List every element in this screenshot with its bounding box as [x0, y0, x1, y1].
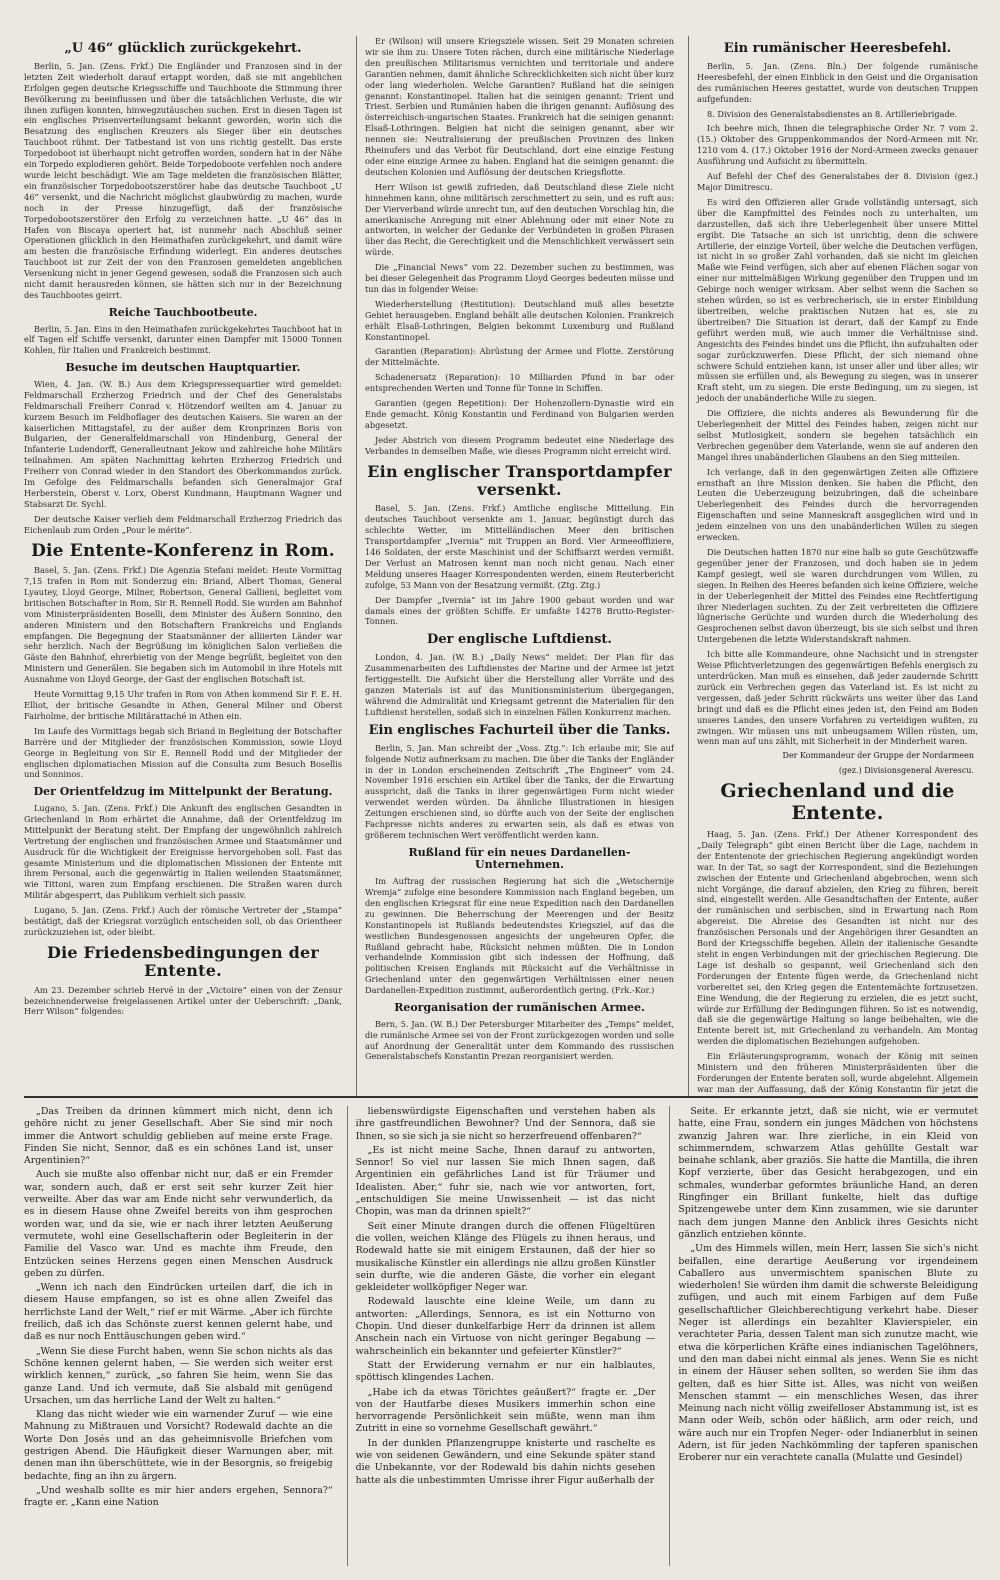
- article-hauptquartier-text-2: Der deutsche Kaiser verlieh dem Feldmarschall Erzherzog Friedrich das Eichenlaub zum Orden „Pour le mérite“.: [24, 513, 342, 535]
- feuilleton-paragraph: „Habe ich da etwas Törichtes geäußert?“ fragte er. „Der von der Hautfarbe dieses Musikers immerhin schon eine hervorragende Persönlichkeit sein müßte, wenn man ihm Zutritt in eine so vornehme Gesellschaft gewährt.“: [355, 1386, 656, 1435]
- feuilleton-paragraph: Seite. Er erkannte jetzt, daß sie nicht, wie er vermutet hatte, eine Frau, sondern ein junges Mädchen von höchstens zwanzig Jahren war. Ihre zierliche, in ein Kleid von schimmerndem, schwarzem Atlas gehüllte Gestalt war beinahe schlank, aber graziös. Sie hatte die Mantilla, die ihren Kopf verzierte, über das Gesicht herabgezogen, und ein schmales, wunderbar geformtes bräunliche Hand, an deren Ringfinger ein Brillant funkelte, hielt das duftige Spitzengewebe unter dem Kinn zusammen, wie sie darunter nach dem jungen Manne den Anblick ihres Gesichts nicht gänzlich entziehen könnte.: [678, 1106, 978, 1240]
- heeresbefehl-signature-1: Der Kommandeur der Gruppe der Nordarmeen: [782, 751, 974, 761]
- article-konferenz-text-2: Heute Vormittag 9,15 Uhr trafen in Rom von Athen kommend Sir F. E. H. Elliot, der britische Gesandte in Athen, General Milner und Oberst Fairholme, der britische Militärattaché in Athen ein.: [24, 689, 342, 721]
- article-griechenland-text-2: Ein Erläuterungsprogramm, wonach der König mit seinen Ministern und den früheren Ministerpräsidenten über die Forderungen der Entente beraten soll, wurde abgelehnt. Allgemein war man der Auffassung, daß der König Konstantin für jetzt die: [697, 1051, 978, 1094]
- feuilleton-paragraph: Seit einer Minute drangen durch die offenen Flügeltüren die vollen, weichen Klänge des Flügels zu ihnen heraus, und Rodewald hatte sie mit einigem Erstaunen, daß der hier so musikalische Künstler ein allerdings nie allzu großen Künstler sein durfte, wie die anderen Gäste, die vorher ein elegant gekleideter wollköpfiger Neger war.: [355, 1220, 656, 1294]
- feuilleton-paragraph: „Um des Himmels willen, mein Herr, lassen Sie sich's nicht beifallen, eine derartige Aeußerung vor irgendeinem Caballero aus unvermischtem spanischen Blute zu wiederholen! Sie würden ihm damit die schwerste Beleidigung zufügen, und auch mit einem Farbigen auf dem Fuße gesellschaftlicher Gleichberechtigung verkehrt habe. Dieser Neger ist allerdings ein bezahlter Klavierspieler, ein verachteter Paria, dessen Talent man sich zunutze macht, wie etwa die körperlichen Kräfte eines indianischen Tagelöhners, und den man dabei nicht einmal als jenes. Wenn Sie es nicht in einem der Häuser sehen sollten, so werden Sie ihm das gelten, daß es hier Sitte ist. Alles, was nicht von weißen Menschen stammt — ein menschliches Wesen, das ihrer Meinung nach nicht völlig zweifelloser Abstammung ist, ist es Mann oder Weib, schön oder häßlich, arm oder reich, und wäre auch nur ein Tropfen Neger- oder Indianerblut in seinen Adern, ist für jeden Nachkömmling der tapferen spanischen Eroberer nur ein verachtete canalla (Mulatte und Gesindel): [678, 1243, 978, 1464]
- headline-heeresbefehl: Ein rumänischer Heeresbefehl.: [723, 41, 952, 56]
- article-heeresbefehl-text-7: Ich verlange, daß in den gegenwärtigen Zeiten alle Offiziere ernsthaft an ihre Mission denken. Sie haben die Pflicht, den Leuten die Ueberzeugung beizubringen, daß die scheinbare Ueberlegenheit des Feindes durch die hervorragenden Eigenschaften und seine Manneskraft ausgeglichen wird und in jedem einzelnen von uns den unabänderlichen Willen zu siegen erwecken.: [697, 466, 978, 543]
- column-2: [356, 36, 674, 1096]
- article-transportdampfer-text: Basel, 5. Jan. (Zens. Frkf.) Amtliche englische Mitteilung. Ein deutsches Tauchboot versenkte am 1. Januar, begünstigt durch das schlechte Wetter, im Mittelländischen Meer den britischen Transportdampfer „Ivernia“ mit Truppen an Bord. Vier Armeeoffiziere, 146 Soldaten, der erste Maschinist und der Schiffsarzt werden vermißt. Der Verlust an Matrosen kennt man noch nicht genau. Nach einer Meldung unseres Haager Korrespondenten werden, einem Reuterbericht zufolge, 53 Mann von der Besatzung vermißt. (Ztg. Ztg.): [365, 503, 674, 590]
- article-wilson-text-4: Wiederherstellung (Restitution): Deutschland muß alles besetzte Gebiet herausgeben. England behält alle deutschen Kolonien. Frankreich erhält Elsaß-Lothringen, Belgien bekommt Luxemburg und Rußland Konstantinopel.: [365, 298, 674, 342]
- headline-u46: „U 46“ glücklich zurückgekehrt.: [64, 41, 302, 56]
- feuilleton-column-1: [24, 1106, 333, 1566]
- article-u46-text: Berlin, 5. Jan. (Zens. Frkf.) Die Engländer und Franzosen sind in der letzten Zeit wiederholt darauf ertappt worden, daß sie mit angeblichen Erfolgen gegen deutsche Kriegsschiffe und Tauchboote die Stimmung ihrer Bevölkerung zu beeinflussen und über die tatsächlichen Verluste, die wir ihnen zufügen konnten, hinwegzutäuschen suchen. Erst in diesen Tagen ist ein englisches Prisenverteilungsamt bekannt geworden, worin sich die Besatzung des englischen Kreuzers als Sieger über ein deutsches Tauchboot rühmt. Der Tatbestand ist von uns richtig gestellt. Das erste Torpedoboot ist überhaupt nicht getroffen worden, sondern hat in der Nähe ein Torpedo explodieren gehört. Beide Torpedoboote verfehlen noch andere wurde leicht beschädigt. Wie am Tage meldeten die französischen Blätter, ein französischer Torpedobootszerstörer habe das deutsche Tauchboot „U 46“ versenkt, und die Nachricht möglichst glaubwürdig zu machen, wurde noch in der Presse hinzugefügt, daß der französische Torpedobootszerstörer den Erfolg zu verzeichnen hatte. „U 46“ das in Hafen von Biscaya operiert hat, ist nunmehr nach Abschluß seiner Operationen glücklich in den Heimathafen zurückgekehrt, und damit wäre am besten die französische Erfindung widerlegt. Ein anderes deutsches Tauchboot ist zur Zeit der von den Franzosen gemeldeten angeblichen Versenkung nicht in jener Gegend gewesen, sodaß die Franzosen sich auch nicht damit herausreden können, sie hätten sich nur in der Bezeichnung des Tauchbootes geirrt.: [24, 60, 342, 300]
- article-heeresbefehl-text-6: Die Offiziere, die nichts anderes als Bewunderung für die Ueberlegenheit der Mittel des Feindes haben, zeigen nicht nur selbst Mutlosigkeit, sondern sie begehen tatsächlich ein Verbrechen gegenüber dem Vaterlande, wenn sie auf anderen den Mangel ihres unabänderlichen Glaubens an den Sieg mitteilen.: [697, 408, 978, 462]
- column-1: [24, 36, 342, 1096]
- feuilleton-section: [24, 1096, 978, 1566]
- feuilleton-paragraph: „Das Treiben da drinnen kümmert mich nicht, denn ich gehöre nicht zu jener Gesellschaft. Aber Sie sind mir noch immer die Antwort schuldig geblieben auf meine erste Frage. Finden Sie nicht, Sennor, daß es ein schönes Land ist, unser Argentinien?“: [24, 1106, 333, 1167]
- article-griechenland-text: Haag, 5. Jan. (Zens. Frkf.) Der Athener Korrespondent des „Daily Telegraph“ gibt einen Bericht über die Lage, nachdem in der Ententenote der griechischen Regierung angekündigt worden war. In der Tat, so sagt der Korrespondent, sind die Beziehungen zwischen der Entente und Griechenland abgebrochen, wenn sich nicht Vorgänge, die darauf abzielen, den Krieg zu führen, bereit sind, eingestellt werden. Alle Gesandtschaften der Entente, außer der rumänischen und serbischen, sind in Erwartung nach Rom abgereist. Die Abreise des Gesandten ist nicht nur des französischen Personals und der Angehörigen ihrer Gesandten an Bord der Kriegsschiffe begeben. Allein der italienische Gesandte steht in engen Verbindungen mit der griechischen Regierung. Die Lage ist deshalb so gespannt, weil Griechenland sich den Forderungen der Entente fügen werde, da Griechenland nicht vorbereitet sei, den Krieg gegen die Ententemächte fortzusetzen. Eine Wendung, die der Regierung zu erzielen, die es jetzt sucht, würde zur Erfüllung der Bedingungen führen. So ist es notwendig, daß sie die gegenwärtige Haltung so lange beibehalten, wie die Entente bereit ist, mit Griechenland zu verhandeln. Am Montag werden die diplomatischen Beziehungen aufgehoben.: [697, 829, 978, 1047]
- article-wilson-text-1: Er (Wilson) will unsere Kriegsziele wissen. Seit 29 Monaten schreien wir sie ihm zu: Unsere Toten rächen, durch eine militärische Niederlage den preußischen Militarismus vernichten und territoriale und andere Garantien nehmen, damit ähnliche Schrecklichkeiten sich nicht über kurz oder lang wiederholen. Welche Garantien? Rußland hat die seinigen genannt: Konstantinopel. Italien hat die seinigen genannt: Trient und Triest. Serbien und Rumänien haben die ihrigen genannt: Auflösung des österreichisch-ungarischen Staates. Frankreich hat die seinigen genannt: Elsaß-Lothringen. Belgien hat nicht die seinigen genannt, aber wir nennen sie: Neutralisierung der preußischen Provinzen des linken Rheinufers und das Verbot für Deutschland, dort eine einzige Festung oder eine einzige Armee zu haben. England hat die seinigen genannt: die deutschen Kolonien und Auflösung der deutschen Kriegsflotte.: [365, 36, 674, 177]
- article-wilson-text-6: Schadenersatz (Reparation): 10 Milliarden Pfund in bar oder entsprechenden Werten und Tonne für Tonne in Schiffen.: [365, 372, 674, 394]
- headline-luftdienst: Der englische Luftdienst.: [427, 632, 612, 648]
- feuilleton-column-2: [347, 1106, 656, 1566]
- headline-tauchbootbeute: Reiche Tauchbootbeute.: [108, 305, 258, 319]
- article-wilson-text-5: Garantien (Reparation): Abrüstung der Armee und Flotte. Zerstörung der Mittelmächte.: [365, 346, 674, 368]
- article-wilson-text-3: Die „Financial News“ vom 22. Dezember suchen zu bestimmen, was bei dieser Gelegenheit das Programm Lloyd Georges bedeuten müsse und tun das in folgender Weise:: [365, 262, 674, 294]
- headline-dardanellen: Rußland für ein neues Dardanellen-Unternehmen.: [408, 845, 631, 872]
- article-konferenz-text-3: Im Laufe des Vormittags begab sich Briand in Begleitung der Botschafter Barrère und der Mitglieder der französischen Kommission, sowie Lloyd George in Begleitung von Sir E. Rennell Rodd und der Mitglieder der englischen diplomatischen Mission auf die Consulta zum Besuch Bosellis und Sonninos.: [24, 725, 342, 780]
- article-konferenz-text: Basel, 5. Jan. (Zens. Frkf.) Die Agenzia Stefani meldet: Heute Vormittag 7,15 trafen in Rom mit Sonderzug ein: Briand, Albert Thomas, General Lyautey, Lloyd George, Milner, Robertson, General Gallieni, begleitet vom britischen Botschafter in Rom, Sir R. Rennell Rodd. Sie wurden am Bahnhof vom Ministerpräsidenten Boselli, dem Minister des Äußern Sonnino, den anderen Ministern und den Botschaftern Frankreichs und Englands empfangen. Die Begegnung der Staatsmänner der alliierten Länder war sehr herzlich. Nach der Begrüßung im königlichen Salon verließen die Gäste den Bahnhof, ehrerbietig von der Menge begrüßt, begleitet von den Ministern und Generälen. Sie begaben sich im Automobil in ihre Hotels mit Ausnahme von Lloyd George, der Gast der englischen Botschaft ist.: [24, 565, 342, 685]
- article-wilson-text-2: Herr Wilson ist gewiß zufrieden, daß Deutschland diese Ziele nicht hinnehmen kann, ohne militärisch zerschmettert zu sein, und es ruft aus: Der Vierverband würde unrecht tun, auf den deutschen Vorschlag hin, die amerikanische Anregung mit einer Ablehnung oder mit einer Note zu antworten, in welcher der Gedanke der Verbündeten in großen Phrasen über das Recht, die Gerechtigkeit und die Menschlichkeit verwässert sein würde.: [365, 181, 674, 258]
- headline-entente-konferenz: Die Entente-Konferenz in Rom.: [31, 540, 335, 561]
- article-tauchbootbeute-text: Berlin, 5. Jan. Eins in den Heimathafen zurückgekehrtes Tauchboot hat in elf Tagen elf Schiffe versenkt, darunter einen Dampfer mit 15000 Tonnen Kohlen, für Italien und Frankreich bestimmt.: [24, 323, 342, 356]
- headline-orientfeldzug: Der Orientfeldzug im Mittelpunkt der Beratung.: [33, 785, 333, 799]
- feuilleton-paragraph: liebenswürdigste Eigenschaften und verstehen haben als ihre gastfreundlichen Bewohner? Und der Sennora, daß sie Ihnen, so sie sich ja sie nicht so herzerfreuend offenbaren?“: [355, 1106, 656, 1142]
- article-friedensbedingungen-text: Am 23. Dezember schrieb Hervé in der „Victoire“ einen von der Zensur bezeichnenderweise freigelassenen Artikel unter der Ueberschrift: „Dank, Herr Wilson“ folgendes:: [24, 984, 342, 1017]
- feuilleton-paragraph: „Wenn Sie diese Furcht haben, wenn Sie schon nichts als das Schöne kennen gelernt haben, — Sie werden sich weiter erst wirklich kennen,“ zurück, „so fahren Sie heim, wenn Sie das ganze Land. Und ich vermute, daß Sie alsbald mit genügend Ursachen, um das herrliche Land der Welt zu halten.“: [24, 1345, 333, 1406]
- article-heeresbefehl-text-9: Ich bitte alle Kommandeure, ohne Nachsicht und in strengster Weise Pflichtverletzungen des gegenwärtigen Befehls energisch zu unterdrücken. Man muß es einsehen, daß jeder zaudernde Schritt zurück ein Verbrechen gegen das Vaterland ist. Es ist nicht zu vergessen, daß jeder Schritt rückwärts uns weiter über das Land bringt und daß es die Pflicht eines jeden ist, den Feind am Boden unseres Landes, den unsere Vorfahren zu verteidigen wußten, zu zwingen. Wir müssen uns mit unbeugsamem Willen rüsten, um, wenn man auf uns zählt, mit Sicherheit in der Minderheit waren.: [697, 649, 978, 747]
- headline-hauptquartier: Besuche im deutschen Hauptquartier.: [65, 361, 301, 375]
- headline-friedensbedingungen: Die Friedensbedingungen der Entente.: [47, 942, 319, 981]
- headline-transportdampfer: Ein englischer Transportdampfer versenkt.: [367, 461, 672, 500]
- article-heeresbefehl-text-1: Berlin, 5. Jan. (Zens. Bln.) Der folgende rumänische Heeresbefehl, der einen Einblick in den Geist und die Organisation des rumänischen Heeres gestattet, wurde von deutschen Truppen aufgefunden:: [697, 60, 978, 104]
- article-wilson-text-7: Garantien (gegen Repetition): Der Hohenzollern-Dynastie wird ein Ende gemacht. König Konstantin und Ferdinand von Bulgarien werden abgesetzt.: [365, 398, 674, 430]
- article-heeresbefehl-text-3: Ich beehre mich, Ihnen die telegraphische Order Nr. 7 vom 2. (15.) Oktober des Gruppenkommandos der Nord-Armeen mit Nr. 1210 vom 4. (17.) Oktober 1916 der Nord-Armeen zwecks genauer Ausführung und Aufsicht zu übermitteln.: [697, 123, 978, 167]
- feuilleton-paragraph: „Wenn ich nach den Eindrücken urteilen darf, die ich in diesem Hause empfangen, so ist es ohne allen Zweifel das herrlichste Land der Welt,“ rief er mit Wärme. „Aber ich fürchte freilich, daß ich das Schönste zuerst kennen gelernt habe, und daß es nur noch Enttäuschungen geben wird.“: [24, 1282, 333, 1343]
- article-orientfeldzug-text-2: Lugano, 5. Jan. (Zens. Frkf.) Auch der römische Vertreter der „Stampa“ bestätigt, daß der Kriegsrat vorzüglich entscheiden soll, ob das Orientheer zurückzuziehen ist, oder bleibt.: [24, 905, 342, 937]
- headline-griechenland: Griechenland und die Entente.: [720, 780, 955, 825]
- column-3: [688, 36, 978, 1096]
- article-tanks-text: Berlin, 5. Jan. Man schreibt der „Voss. Ztg.“: Ich erlaube mir, Sie auf folgende Notiz aufmerksam zu machen. Die über die Tanks der Engländer in der in London erscheinenden Zeitschrift „The Engineer“ vom 24. November 1916 erschien ein Artikel über die Tanks, der die Erwartung ausspricht, daß die Tanks in ihrer gegenwärtigen Form nicht wieder verwendet werden würden. Da ähnliche Illustrationen in hiesigen Zeitungen erschienen sind, so dürfte auch von der Seite der englischen Fachpresse nichts anderes zu erwarten sein, als daß es etwas von größerem technischen Wert veröffentlicht werden kann.: [365, 742, 674, 840]
- article-dardanellen-text: Im Auftrag der russischen Regierung hat sich die „Wetschernije Wremja“ zufolge eine besondere Kommission nach England begeben, um den englischen Kriegsrat für eine neue Expedition nach den Dardanellen zu gewinnen. Die Beherrschung der Meerengen und der Besitz Konstantinopels ist Rußlands bedeutendstes Kriegsziel, auf das die westlichen Bundesgenossen angesichts der ungeheuren Opfer, die Rußland gebracht habe, Rücksicht nehmen müßten. Die in London verhandelnde Kommission gibt sich indessen der Hoffnung, daß politischen Kreisen Englands mit Rücksicht auf die Verhältnisse in Griechenland unter den gegenwärtigen Verhältnissen einer neuen Dardanellen-Expedition zustimmt, außerordentlich gering. (Frk.-Kor.): [365, 876, 674, 996]
- headline-rumaenische-armee: Reorganisation der rumänischen Armee.: [394, 1001, 645, 1015]
- heeresbefehl-signature-2: (gez.) Divisionsgeneral Averescu.: [838, 766, 974, 776]
- article-heeresbefehl-text-2: 8. Division des Generalstabsdienstes an 8. Artilleriebrigade.: [707, 108, 958, 119]
- article-heeresbefehl-text-8: Die Deutschen hatten 1870 nur eine halb so gute Geschützwaffe gegenüber jener der Franzosen, und doch haben sie in jedem Kampf gesiegt, weil sie waren durchdrungen vom Willen, zu siegen. In Reihen des Heeres befanden sich keine Offiziere, welche in der Ueberlegenheit der Mittel des Feindes eine Rechtfertigung ihrer Niederlagen suchten. Zu der Zeit verbreiteten die Offiziere lügnerische Gerüchte und wurden durch die Wiederholung des Gesprochenen selbst davon überzeugt, bis sie sich selbst und ihren Untergebenen die letzte Widerstandskraft nahmen.: [697, 547, 978, 645]
- article-transportdampfer-text-2: Der Dampfer „Ivernia“ ist im Jahre 1900 gebaut worden und war damals eines der größten Schiffe. Er umfaßte 14278 Brutto-Register-Tonnen.: [365, 594, 674, 627]
- feuilleton-column-3: [669, 1106, 978, 1566]
- feuilleton-paragraph: „Es ist nicht meine Sache, Ihnen darauf zu antworten, Sennor! So viel nur lassen Sie mich Ihnen sagen, daß Argentinien ein gefährliches Land ist für Träumer und Idealisten. Aber,“ fuhr sie, nach wie vor antworten, fort, „entschuldigen Sie meine Unwissenheit — ist das nicht Chopin, was man da drinnen spielt?“: [355, 1144, 656, 1218]
- article-orientfeldzug-text: Lugano, 5. Jan. (Zens. Frkf.) Die Ankunft des englischen Gesandten in Griechenland in Rom erhärtet die Annahme, daß der Orientfeldzug im Mittelpunkt der Beratung steht. Der Empfang der ungewöhnlich zahlreich Vertretung der englischen und französischen Armee und Staatsmänner und Ausdruck für die Wichtigkeit der Ereignisse hervorgehoben soll. Fast das gesamte Ministerium und die diplomatischen Missionen der Entente mit ihrem Personal, auch die gegenwärtig in Italien weilenden Staatsmänner, wie Tittoni, waren zum Empfang erschienen. Die Straßen waren durch Militär abgesperrt, das Publikum verhielt sich passiv.: [24, 802, 342, 901]
- article-heeresbefehl-text-5: Es wird den Offizieren aller Grade vollständig untersagt, sich über die Kampfmittel des Feindes noch zu unterhalten, um darzustellen, daß sich ihre Ueberlegenheit über unsere Mittel ergibt. Die Tatsache an sich ist unrichtig, denn die schwere Artillerie, der einzige Vorteil, über welche die Deutschen verfügen, ist nicht in so großer Zahl vorhanden, daß sie nicht im gleichen Maße wie Feind verfügen, sich aber auf ebenen Flächen sogar von einer nur mittelmäßigen Wirkung gegenüber den Truppen und im Gebirge noch weniger wirksam. Aber selbst wenn die Sachen so stehen würden, so ist es verbrecherisch, sie in erster Einbildung übertreiben, welche praktischen Nutzen hat es, sie zu übertreiben? Die Situation ist derart, daß der Kampf zu Ende geführt werden muß, wie auch immer die Verhältnisse sind. Angesichts des Feindes bindet uns die Pflicht, ihn aufzuhalten oder sogar zurückzuwerfen. Diese Pflicht, der sich niemand ohne schwere Schuld entziehen kann, ist unser aller und über alles; wir müssen sie erfüllen und, als Bewegung zu siegen, was in unserer Kraft steht, um zu siegen. Die erste Bedingung, um zu siegen, ist jedoch der unabänderliche Wille zu siegen.: [697, 196, 978, 404]
- headline-tanks: Ein englisches Fachurteil über die Tanks.: [368, 722, 671, 738]
- article-luftdienst-text: London, 4. Jan. (W. B.) „Daily News“ meldet: Der Plan für das Zusammenarbeiten des Luftdienstes der Marine und der Armee ist jetzt fertiggestellt. Die Aufsicht über die Herstellung aller Vorräte und des ganzen Materials ist auf das Munitionsministerium übergegangen, während die Admiralität und Kriegsamt getrennt die Materialien für den Luftdienst herstellen, sodaß sich in einzelnen Fällen Konkurrenz machen.: [365, 652, 674, 717]
- feuilleton-paragraph: In der dunklen Pflanzengruppe knisterte und raschelte es wie von seidenen Gewändern, und eine Sekunde später stand die Unbekannte, vor der Rodewald bis dahin nichts gesehen hatte als die unbestimmten Umrisse ihrer Figur außerhalb der: [355, 1437, 656, 1486]
- feuilleton-paragraph: Statt der Erwiderung vernahm er nur ein halblautes, spöttisch klingendes Lachen.: [355, 1359, 656, 1384]
- article-wilson-text-8: Jeder Abstrich von diesem Programm bedeutet eine Niederlage des Verbandes in demselben Maße, wie dieses Programm nicht erreicht wird.: [365, 434, 674, 456]
- feuilleton-paragraph: „Und weshalb sollte es mir hier anders ergehen, Sennora?“ fragte er. „Kann eine Nation: [24, 1484, 333, 1509]
- feuilleton-paragraph: Rodewald lauschte eine kleine Weile, um dann zu antworten: „Allerdings, Sennora, es ist ein Notturno von Chopin. Und dieser dunkelfarbige Herr da drinnen ist allem Anschein nach ein Virtuose von nicht geringer Begabung — wahrscheinlich ein bekannter und gefeierter Künstler?“: [355, 1296, 656, 1357]
- feuilleton-paragraph: Klang das nicht wieder wie ein warnender Zuruf — wie eine Mahnung zu Mißtrauen und Vorsicht? Rodewald dachte an die Worte Don Josés und an das geheimnisvolle Briefchen vom gestrigen Abend. Die Häufigkeit dieser Warnungen aber, mit denen man ihn überschüttete, wie in der Besorgnis, so freigebig bedachte, fing an ihn zu ärgern.: [24, 1409, 333, 1482]
- article-hauptquartier-text: Wien, 4. Jan. (W. B.) Aus dem Kriegspressequartier wird gemeldet: Feldmarschall Erzherzog Friedrich und der Chef des Generalstabs Feldmarschall Freiherr Conrad v. Hötzendorf weilten am 4. Januar zu kurzem Besuch im Feldhoflager des deutschen Kaisers. Sie waren an der kaiserlichen Mittagstafel, zu der außer dem Kronprinzen Boris von Bulgarien, der Generalfeldmarschall von Hindenburg, General der Infanterie Ludendorff, Generalleutnant Jekow und zahlreiche hohe Militärs teilnahmen. Am späten Nachmittag kehrten Erzherzog Friedrich und Freiherr von Conrad wieder in den Standort des Oberkommandos zurück. Im Gefolge des Feldmarschalls befanden sich Generalmajor Graf Herberstein, Oberst v. Lorx, Oberst Kundmann, Hauptmann Wagner und Stabsarzt Dr. Sychl.: [24, 378, 342, 509]
- feuilleton-paragraph: Auch sie mußte also offenbar nicht nur, daß er ein Fremder war, sondern auch, daß er erst seit sehr kurzer Zeit hier verweilte. Aber das war am Ende nicht sehr verwunderlich, da es in diesem Hause ohne Zweifel bereits von ihm gesprochen worden war, und da sie, wie er nach ihrer letzten Aeußerung vermutete, wohl eine Gesellschafterin oder Begleiterin in der Familie del Vasco war. Und es machte ihm Freude, den Entzücken seines Herzens gegen einen Menschen Ausdruck geben zu dürfen.: [24, 1169, 333, 1279]
- news-columns: [24, 36, 978, 1096]
- article-heeresbefehl-text-4: Auf Befehl der Chef des Generalstabes der 8. Division (gez.) Major Dimitrescu.: [697, 171, 978, 192]
- article-rumaenische-armee-text: Bern, 5. Jan. (W. B.) Der Petersburger Mitarbeiter des „Temps“ meldet, die rumänische Armee sei von der Front zurückgezogen worden und solle auf Anordnung der Generalität unter dem Kommando des russischen Generalstabschefs Konstantin Prezan reorganisiert werden.: [365, 1018, 674, 1062]
